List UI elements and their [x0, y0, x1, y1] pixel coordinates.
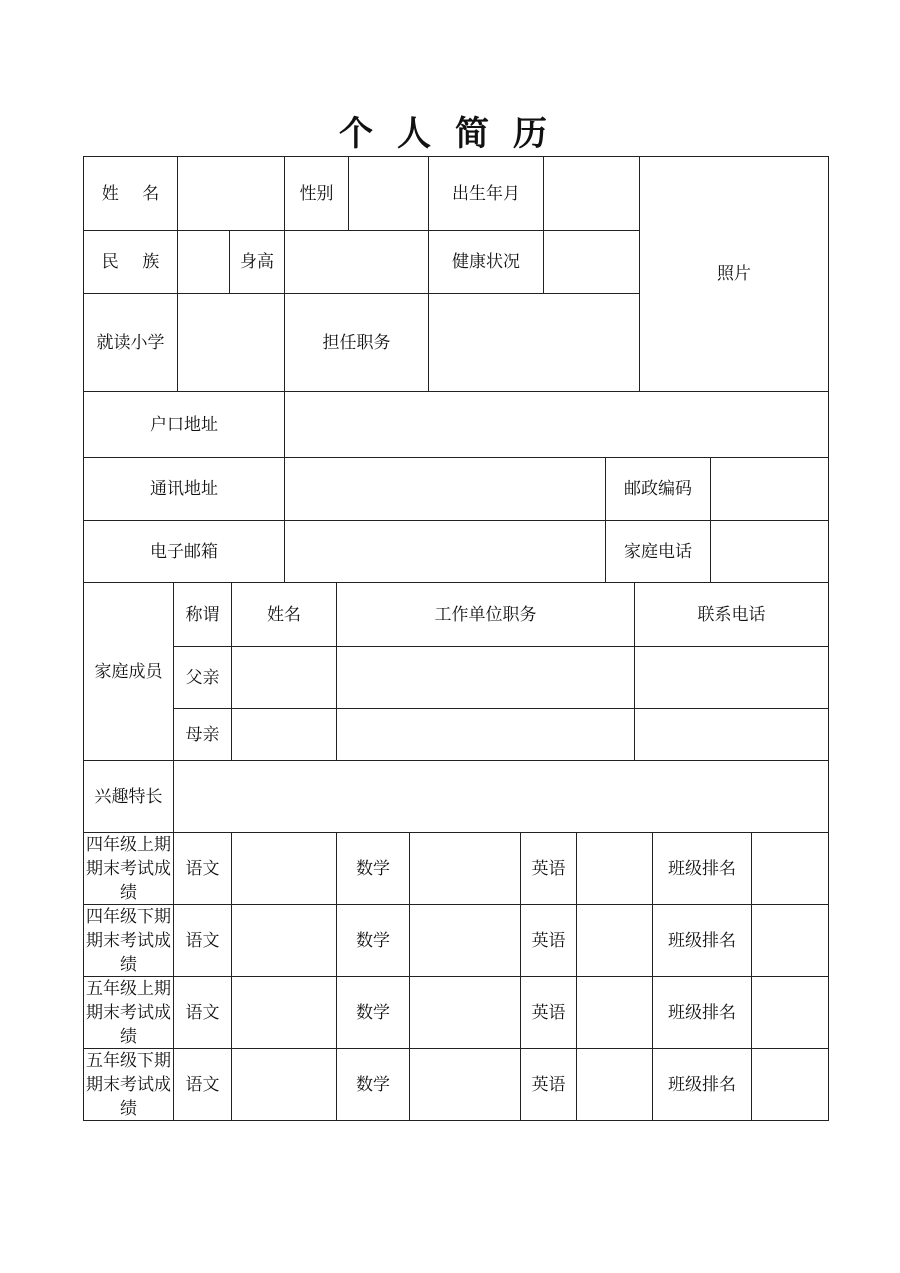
term-label-2: 四年级下期期末考试成绩: [83, 904, 174, 977]
household-address-field[interactable]: [284, 391, 829, 458]
father-employer-field[interactable]: [336, 646, 635, 709]
birth-label: 出生年月: [428, 156, 544, 231]
postcode-field[interactable]: [710, 457, 829, 521]
subject-math-2: 数学: [336, 904, 410, 977]
birth-field[interactable]: [543, 156, 640, 231]
class-rank-1[interactable]: [751, 832, 829, 905]
class-rank-3[interactable]: [751, 976, 829, 1049]
health-field[interactable]: [543, 230, 640, 294]
subject-chinese-2: 语文: [173, 904, 232, 977]
position-label: 担任职务: [284, 293, 429, 392]
mother-employer-field[interactable]: [336, 708, 635, 761]
name-label-text: 姓 名: [101, 183, 160, 204]
family-member-mother: 母亲: [173, 708, 232, 761]
term-label-4: 五年级下期期末考试成绩: [83, 1048, 174, 1121]
family-header-employer: 工作单位职务: [336, 582, 635, 647]
page-title: 个人简历: [339, 114, 571, 154]
subject-math-1: 数学: [336, 832, 410, 905]
ethnicity-label-text: 民 族: [101, 252, 160, 272]
subject-english-4: 英语: [520, 1048, 577, 1121]
position-field[interactable]: [428, 293, 640, 392]
subject-math-4: 数学: [336, 1048, 410, 1121]
subject-english-1: 英语: [520, 832, 577, 905]
score-chinese-1[interactable]: [231, 832, 337, 905]
score-math-3[interactable]: [409, 976, 521, 1049]
term-label-1: 四年级上期期末考试成绩: [83, 832, 174, 905]
class-rank-4[interactable]: [751, 1048, 829, 1121]
class-rank-label-4: 班级排名: [652, 1048, 752, 1121]
family-member-father: 父亲: [173, 646, 232, 709]
home-phone-field[interactable]: [710, 520, 829, 583]
score-chinese-4[interactable]: [231, 1048, 337, 1121]
father-name-field[interactable]: [231, 646, 337, 709]
score-chinese-3[interactable]: [231, 976, 337, 1049]
family-header-relation: 称谓: [173, 582, 232, 647]
hobby-label: 兴趣特长: [83, 760, 174, 833]
score-math-4[interactable]: [409, 1048, 521, 1121]
family-header-phone: 联系电话: [634, 582, 829, 647]
class-rank-label-2: 班级排名: [652, 904, 752, 977]
name-field[interactable]: [177, 156, 285, 231]
subject-chinese-4: 语文: [173, 1048, 232, 1121]
email-field[interactable]: [284, 520, 606, 583]
family-section-label: 家庭成员: [83, 582, 174, 761]
email-label: 电子邮箱: [83, 520, 285, 583]
father-phone-field[interactable]: [634, 646, 829, 709]
ethnicity-field[interactable]: [177, 230, 230, 294]
health-label: 健康状况: [428, 230, 544, 294]
class-rank-label-3: 班级排名: [652, 976, 752, 1049]
subject-english-3: 英语: [520, 976, 577, 1049]
height-label: 身高: [229, 230, 285, 294]
term-label-3: 五年级上期期末考试成绩: [83, 976, 174, 1049]
score-english-1[interactable]: [576, 832, 653, 905]
score-english-3[interactable]: [576, 976, 653, 1049]
score-chinese-2[interactable]: [231, 904, 337, 977]
class-rank-2[interactable]: [751, 904, 829, 977]
score-math-2[interactable]: [409, 904, 521, 977]
score-english-4[interactable]: [576, 1048, 653, 1121]
subject-chinese-1: 语文: [173, 832, 232, 905]
hobby-field[interactable]: [173, 760, 829, 833]
mother-phone-field[interactable]: [634, 708, 829, 761]
gender-label: 性别: [284, 156, 349, 231]
gender-field[interactable]: [348, 156, 429, 231]
subject-chinese-3: 语文: [173, 976, 232, 1049]
score-math-1[interactable]: [409, 832, 521, 905]
mailing-address-label: 通讯地址: [83, 457, 285, 521]
ethnicity-label: [83, 230, 178, 294]
postcode-label: 邮政编码: [605, 457, 711, 521]
school-label: 就读小学: [83, 293, 178, 392]
subject-math-3: 数学: [336, 976, 410, 1049]
name-label: [83, 156, 178, 231]
home-phone-label: 家庭电话: [605, 520, 711, 583]
mailing-address-field[interactable]: [284, 457, 606, 521]
school-field[interactable]: [177, 293, 285, 392]
household-address-label: 户口地址: [83, 391, 285, 458]
family-header-name: 姓名: [231, 582, 337, 647]
class-rank-label-1: 班级排名: [652, 832, 752, 905]
subject-english-2: 英语: [520, 904, 577, 977]
mother-name-field[interactable]: [231, 708, 337, 761]
photo-box[interactable]: 照片: [639, 156, 829, 392]
height-field[interactable]: [284, 230, 429, 294]
score-english-2[interactable]: [576, 904, 653, 977]
